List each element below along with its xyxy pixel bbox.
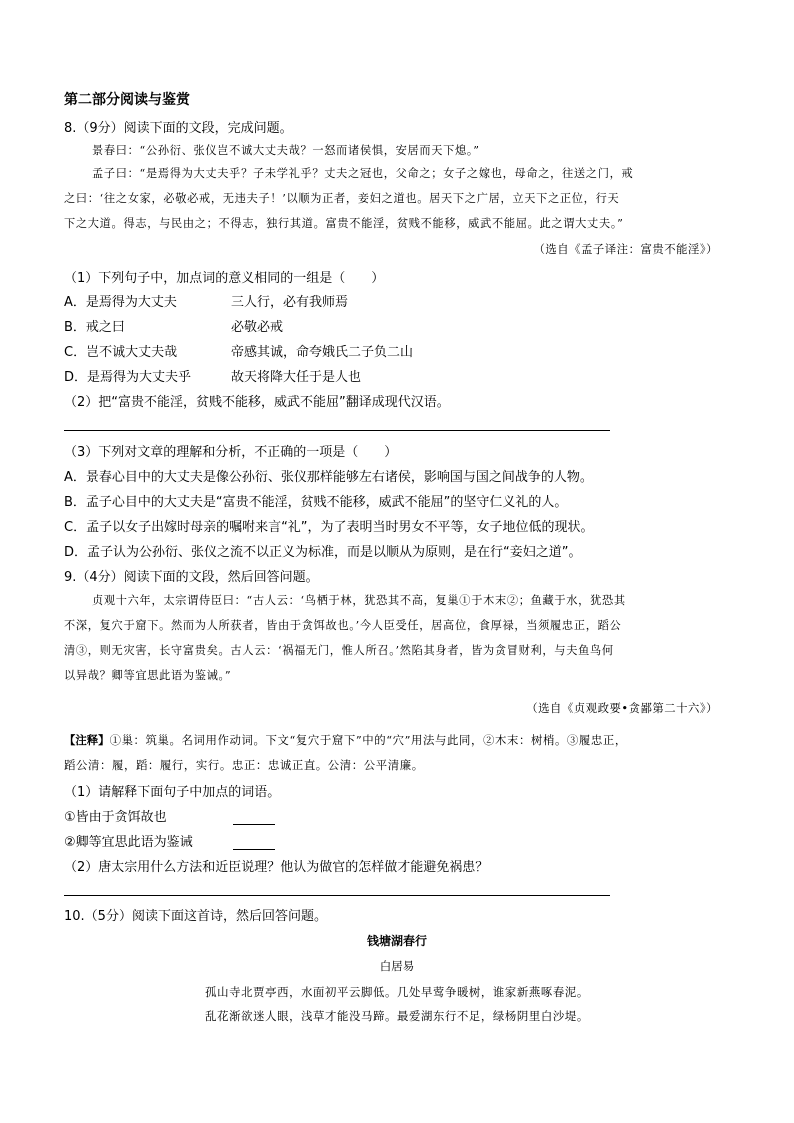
item-text: ①皆由于贪饵故也 bbox=[64, 810, 167, 825]
q9-header: 9.（4分）阅读下面的文段，然后回答问题。 bbox=[64, 570, 319, 585]
q8-sub3-question: （3）下列对文章的理解和分析，不正确的一项是（ ） bbox=[64, 445, 398, 460]
q8-passage-line: 之曰：‘往之女家，必敬必戒，无违夫子！’以顺为正者，妾妇之道也。居天下之广居，立天下之正位，行天 bbox=[64, 192, 620, 205]
q9-sub1-item bbox=[64, 806, 275, 825]
q8-option-b bbox=[64, 316, 284, 335]
q9-passage-line: 以异哉？卿等宜思此语为鉴诫。” bbox=[64, 669, 232, 682]
q8-sub3-option-b: B．孟子心目中的大丈夫是“富贵不能淫，贫贱不能移，威武不能屈”的坚守仁义礼的人。 bbox=[64, 495, 568, 510]
q8-sub3-option-c: C．孟子以女子出嫁时母亲的嘱咐来言“礼”，为了表明当时男女不平等，女子地位低的现状。 bbox=[64, 520, 594, 535]
option-right: 故天将降大任于是人也 bbox=[231, 370, 362, 385]
option-right: 三人行，必有我师焉 bbox=[231, 295, 349, 310]
section-title: 第二部分阅读与鉴赏 bbox=[64, 92, 190, 108]
option-left: A．是焉得为大丈夫 bbox=[64, 295, 177, 310]
notes-text: ①巢：筑巢。名词用作动词。下文“复穴于窟下”中的“穴”用法与此同，②木末：树梢。③履忠正， bbox=[109, 733, 627, 747]
q8-passage-line: 孟子曰：“是焉得为大丈夫乎？子未学礼乎？丈夫之冠也，父命之；女子之嫁也，母命之，往送之门，戒 bbox=[92, 167, 634, 180]
answer-line[interactable] bbox=[64, 895, 610, 896]
q8-passage-line: 景春曰：“公孙衍、张仪岂不诚大丈夫哉？一怒而诸侯惧，安居而天下熄。” bbox=[92, 144, 480, 157]
option-right: 帝感其诚，命夸娥氏二子负二山 bbox=[231, 345, 414, 360]
q8-sub1-question: （1）下列句子中，加点词的意义相同的一组是（ ） bbox=[64, 271, 385, 286]
poem-author: 白居易 bbox=[379, 959, 415, 973]
answer-line[interactable] bbox=[64, 430, 610, 431]
poem-title: 钱塘湖春行 bbox=[366, 934, 427, 948]
q9-passage-line: 贞观十六年，太宗谓侍臣曰：“古人云：‘鸟栖于林，犹恐其不高，复巢①于木末②；鱼藏于水，犹恐其 bbox=[92, 594, 626, 607]
q9-sub1-item bbox=[64, 831, 275, 850]
option-left: C．岂不诚大丈夫哉 bbox=[64, 345, 178, 360]
q8-option-a bbox=[64, 291, 349, 310]
option-left: D．是焉得为大丈夫乎 bbox=[64, 370, 192, 385]
option-right: 必敬必戒 bbox=[231, 320, 284, 335]
q8-header: 8.（9分）阅读下面的文段，完成问题。 bbox=[64, 121, 293, 136]
q8-sub2-question: （2）把“富贵不能淫，贫贱不能移，威武不能屈”翻译成现代汉语。 bbox=[64, 395, 450, 410]
q9-passage-line: 不深，复穴于窟下。然而为人所获者，皆由于贪饵故也。’今人臣受任，居高位，食厚禄，当须履忠正，蹈公 bbox=[64, 619, 622, 632]
q9-source: （选自《贞观政要•贪鄙第二十六》） bbox=[526, 701, 718, 715]
answer-blank[interactable] bbox=[233, 837, 275, 850]
q8-sub3-option-a: A．景春心目中的大丈夫是像公孙衍、张仪那样能够左右诸侯，影响国与国之间战争的人物。 bbox=[64, 470, 593, 485]
item-text: ②卿等宜思此语为鉴诫 bbox=[64, 835, 193, 850]
q9-passage-line: 清③，则无灾害，长守富贵矣。古人云：‘祸福无门，惟人所召。’然陷其身者，皆为贪冒财利，与夫鱼鸟何 bbox=[64, 644, 614, 657]
answer-blank[interactable] bbox=[233, 812, 275, 825]
q8-passage-line: 下之大道。得志，与民由之；不得志，独行其道。富贵不能淫，贫贱不能移，威武不能屈。此之谓大丈夫。” bbox=[64, 217, 624, 230]
q9-notes-line bbox=[64, 732, 627, 748]
notes-tag: 【注释】 bbox=[64, 733, 110, 747]
poem-line: 孤山寺北贾亭西，水面初平云脚低。几处早莺争暖树，谁家新燕啄春泥。 bbox=[205, 985, 589, 999]
q10-header: 10.（5分）阅读下面这首诗，然后回答问题。 bbox=[64, 909, 327, 924]
q9-sub1-question: （1）请解释下面句子中加点的词语。 bbox=[64, 785, 281, 800]
q8-source: （选自《孟子译注：富贵不能淫》） bbox=[533, 242, 718, 256]
q8-option-d bbox=[64, 366, 362, 385]
q8-option-c bbox=[64, 341, 414, 360]
poem-line: 乱花渐欲迷人眼，浅草才能没马蹄。最爱湖东行不足，绿杨阴里白沙堤。 bbox=[205, 1009, 589, 1023]
q9-notes-line: 蹈公清：履，蹈：履行，实行。忠正：忠诚正直。公清：公平清廉。 bbox=[64, 758, 424, 772]
q9-sub2-question: （2）唐太宗用什么方法和近臣说理？他认为做官的怎样做才能避免祸患？ bbox=[64, 860, 489, 875]
option-left: B．戒之曰 bbox=[64, 320, 125, 335]
q8-sub3-option-d: D．孟子认为公孙衍、张仪之流不以正义为标准，而是以顺从为原则，是在行“妾妇之道”。 bbox=[64, 545, 582, 560]
